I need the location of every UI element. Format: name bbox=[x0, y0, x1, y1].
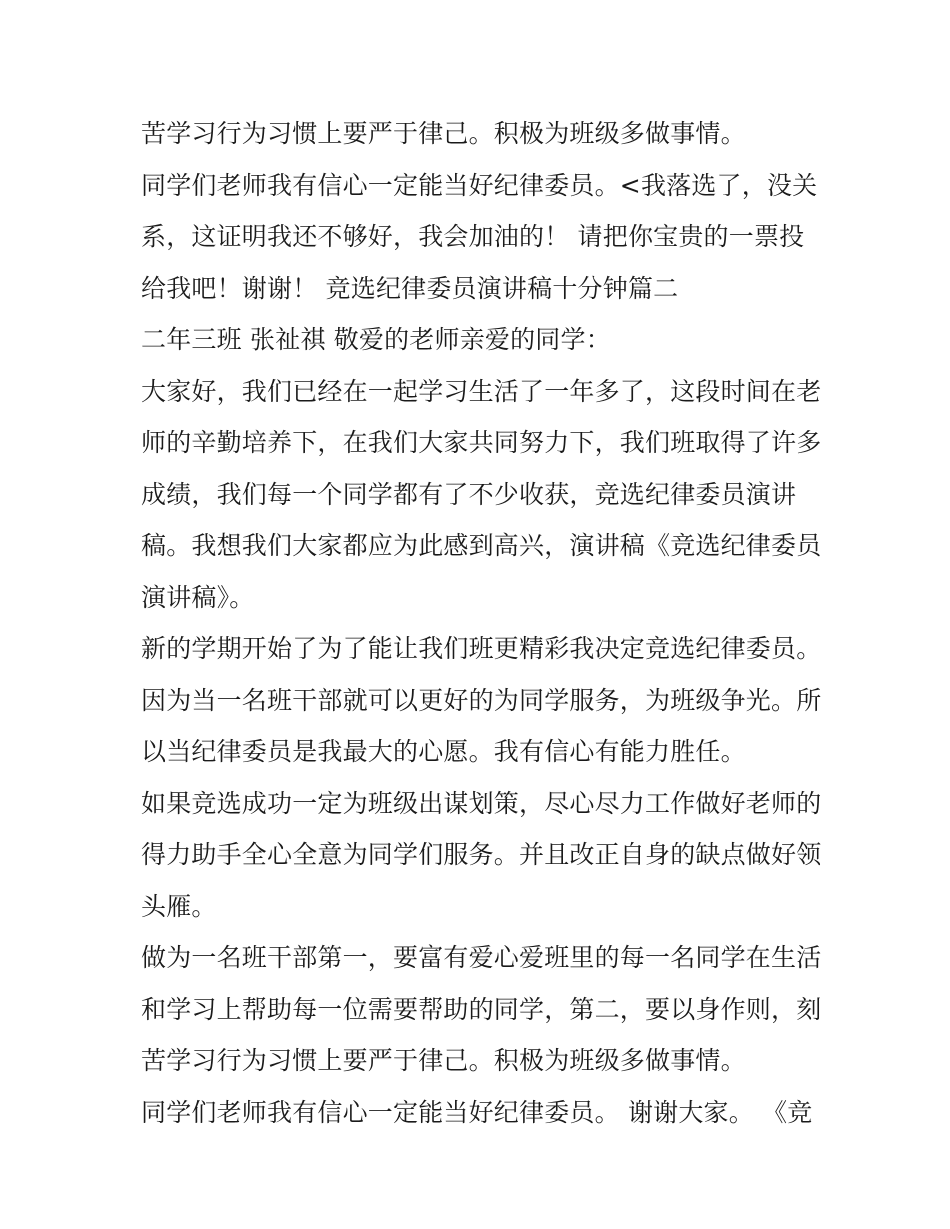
text-line: 头雁。 bbox=[141, 891, 217, 921]
text-line: 系，这证明我还不够好，我会加油的！ 请把你宝贵的一票投 bbox=[141, 222, 805, 251]
text-line: 稿。我想我们大家都应为此感到高兴，演讲稿《竞选纪律委员 bbox=[141, 531, 821, 560]
text-line: 以当纪律委员是我最大的心愿。我有信心有能力胜任。 bbox=[141, 737, 746, 766]
document-body bbox=[141, 108, 821, 1138]
text-line: 苦学习行为习惯上要严于律己。积极为班级多做事情。 bbox=[141, 119, 746, 148]
text-line: 新的学期开始了为了能让我们班更精彩我决定竞选纪律委员。 bbox=[141, 634, 821, 663]
text-line: 因为当一名班干部就可以更好的为同学服务，为班级争光。所 bbox=[141, 685, 821, 715]
text-line: 得力助手全心全意为同学们服务。并且改正自身的缺点做好领 bbox=[141, 840, 821, 869]
text-line: 给我吧！谢谢！ 竞选纪律委员演讲稿十分钟篇二 bbox=[141, 273, 679, 303]
text-line: 成绩，我们每一个同学都有了不少收获，竞选纪律委员演讲 bbox=[141, 479, 797, 509]
text-line: 如果竞选成功一定为班级出谋划策，尽心尽力工作做好老师的 bbox=[141, 788, 821, 818]
text-line: 苦学习行为习惯上要严于律己。积极为班级多做事情。 bbox=[141, 1046, 746, 1075]
text-line: 大家好，我们已经在一起学习生活了一年多了，这段时间在老 bbox=[141, 376, 821, 406]
text-line: 同学们老师我有信心一定能当好纪律委员。<我落选了，没关 bbox=[141, 170, 818, 200]
text-line: 同学们老师我有信心一定能当好纪律委员。 谢谢大家。 《竞 bbox=[141, 1097, 813, 1127]
text-line: 和学习上帮助每一位需要帮助的同学，第二，要以身作则，刻 bbox=[141, 994, 821, 1024]
text-line: 演讲稿》。 bbox=[141, 582, 255, 612]
text-line: 做为一名班干部第一，要富有爱心爱班里的每一名同学在生活 bbox=[141, 943, 821, 972]
text-line: 二年三班 张祉祺 敬爱的老师亲爱的同学： bbox=[141, 325, 611, 354]
text-line: 师的辛勤培养下，在我们大家共同努力下，我们班取得了许多 bbox=[141, 428, 821, 457]
